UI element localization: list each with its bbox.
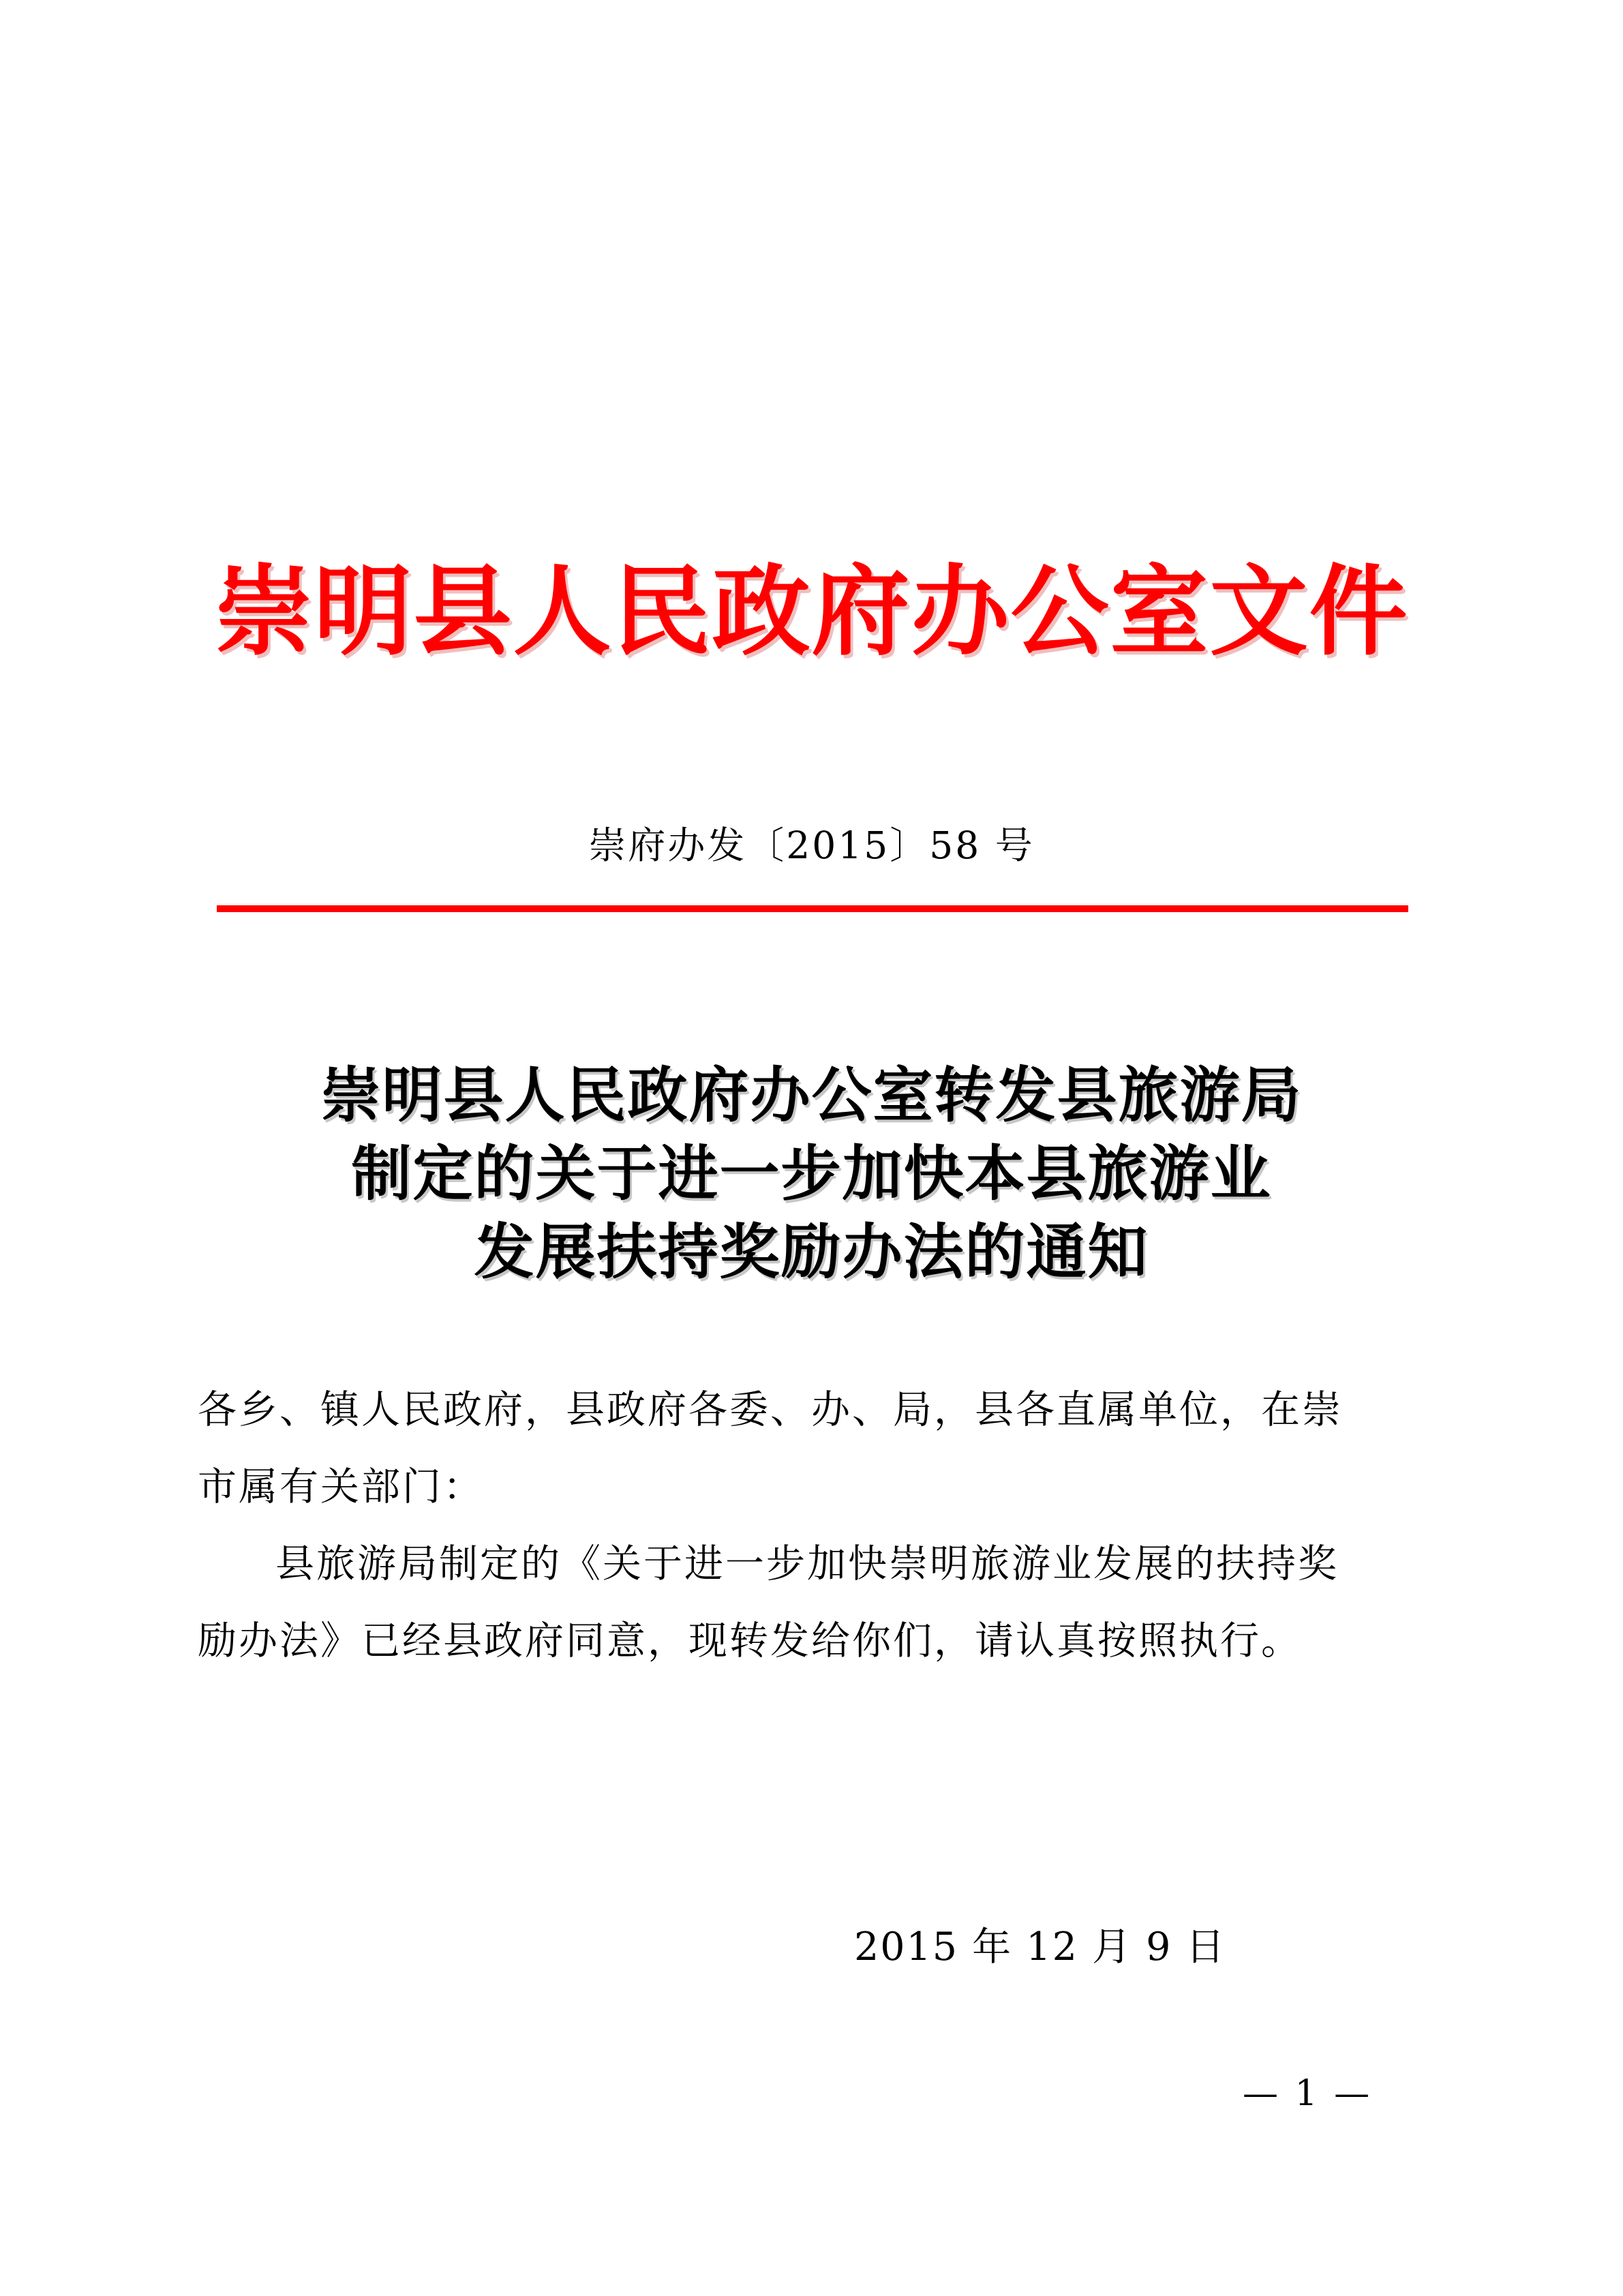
notice-title-line: 制定的关于进一步加快本县旅游业 bbox=[351, 1138, 1272, 1209]
notice-title bbox=[0, 1056, 1623, 1291]
recipients-line: 各乡、镇人民政府，县政府各委、办、局，县各直属单位，在崇 bbox=[198, 1387, 1343, 1432]
body-paragraph-line: 励办法》已经县政府同意，现转发给你们，请认真按照执行。 bbox=[198, 1618, 1302, 1663]
recipients-line: 市属有关部门： bbox=[198, 1464, 484, 1509]
page-number: — 1 — bbox=[1243, 2073, 1373, 2114]
notice-body bbox=[198, 1372, 1425, 1680]
red-separator-line bbox=[217, 905, 1408, 912]
body-paragraph-line: 县旅游局制定的《关于进一步加快崇明旅游业发展的扶持奖 bbox=[275, 1541, 1339, 1586]
notice-title-line: 崇明县人民政府办公室转发县旅游局 bbox=[320, 1059, 1303, 1130]
notice-title-line: 发展扶持奖励办法的通知 bbox=[474, 1216, 1149, 1287]
document-header-org-title: 崇明县人民政府办公室文件 bbox=[214, 554, 1409, 669]
issue-date: 2015 年 12 月 9 日 bbox=[854, 1924, 1226, 1969]
document-number: 崇府办发〔2015〕58 号 bbox=[588, 824, 1035, 867]
